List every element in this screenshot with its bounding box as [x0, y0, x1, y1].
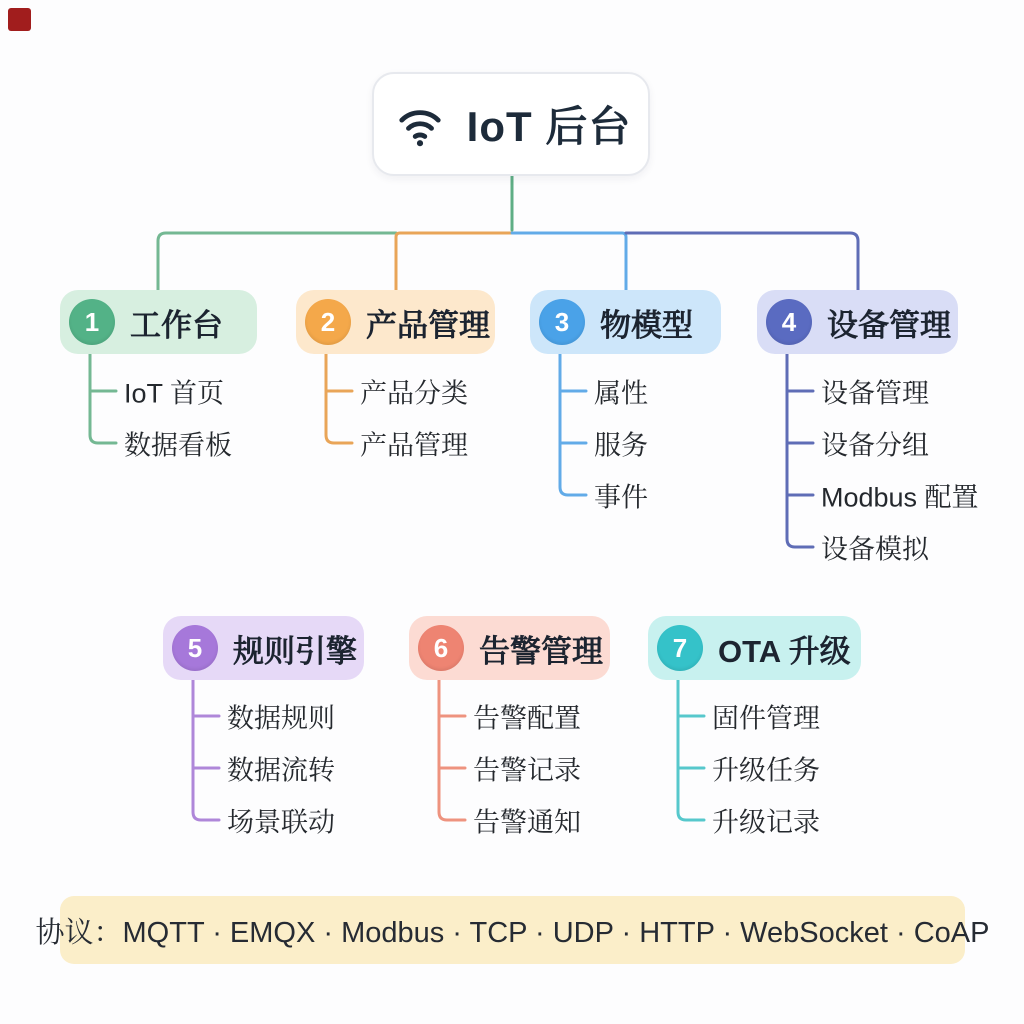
child-item[interactable]: 告警配置	[473, 703, 581, 734]
connector-children-1	[90, 348, 116, 443]
node-label: OTA 升级	[718, 633, 851, 669]
child-item[interactable]: 设备模拟	[821, 534, 929, 565]
node-number-badge: 2	[305, 299, 351, 345]
root-title: IoT 后台	[466, 103, 632, 150]
child-item[interactable]: 设备分组	[821, 430, 929, 461]
node-label: 设备管理	[827, 307, 951, 343]
node-number-badge: 1	[69, 299, 115, 345]
connector-children-5	[193, 674, 219, 820]
child-item[interactable]: 告警记录	[473, 755, 581, 786]
child-item[interactable]: 升级记录	[712, 807, 820, 838]
connector-children-4	[787, 348, 813, 547]
node-label: 规则引擎	[233, 633, 357, 669]
node-number-badge: 3	[539, 299, 585, 345]
connector-bus-indigo	[626, 233, 858, 290]
connector-bus-blue	[512, 233, 626, 290]
child-item[interactable]: 事件	[594, 482, 648, 513]
child-item[interactable]: 数据规则	[227, 703, 335, 734]
node-number-badge: 4	[766, 299, 812, 345]
child-item[interactable]: 场景联动	[227, 807, 335, 838]
connector-children-2	[326, 348, 352, 443]
wifi-icon	[391, 100, 449, 148]
connector-children-7	[678, 674, 704, 820]
node-pill-3[interactable]	[530, 290, 721, 354]
connector-children-3	[560, 348, 586, 495]
node-label: 物模型	[600, 307, 693, 343]
node-number-badge: 5	[172, 625, 218, 671]
child-item[interactable]: 告警通知	[473, 807, 581, 838]
node-number-badge: 6	[418, 625, 464, 671]
child-item[interactable]: IoT 首页	[124, 378, 225, 409]
child-item[interactable]: 服务	[594, 430, 648, 461]
connector-bus-orange	[396, 233, 512, 290]
connector-bus-green	[158, 233, 396, 290]
node-pill-2[interactable]	[296, 290, 495, 354]
root-node[interactable]	[372, 72, 650, 176]
node-label: 告警管理	[479, 633, 603, 669]
node-pill-4[interactable]	[757, 290, 958, 354]
child-item[interactable]: 属性	[594, 378, 648, 409]
child-item[interactable]: 产品分类	[360, 378, 468, 409]
node-pill-5[interactable]	[163, 616, 364, 680]
node-pill-1[interactable]	[60, 290, 257, 354]
protocol-text: 协议：MQTT · EMQX · Modbus · TCP · UDP · HTTP · WebSocket · CoAP	[35, 916, 990, 949]
node-label: 产品管理	[366, 307, 490, 343]
child-item[interactable]: 数据流转	[227, 755, 335, 786]
connector-children-6	[439, 674, 465, 820]
node-pill-7[interactable]	[648, 616, 861, 680]
child-item[interactable]: 设备管理	[821, 378, 929, 409]
node-pill-6[interactable]	[409, 616, 610, 680]
node-number-badge: 7	[657, 625, 703, 671]
protocol-bar	[35, 896, 990, 964]
child-item[interactable]: Modbus 配置	[821, 482, 979, 513]
node-label: 工作台	[130, 307, 223, 343]
child-item[interactable]: 固件管理	[712, 703, 820, 734]
child-item[interactable]: 升级任务	[712, 755, 820, 786]
child-item[interactable]: 产品管理	[360, 430, 468, 461]
child-item[interactable]: 数据看板	[124, 430, 232, 461]
